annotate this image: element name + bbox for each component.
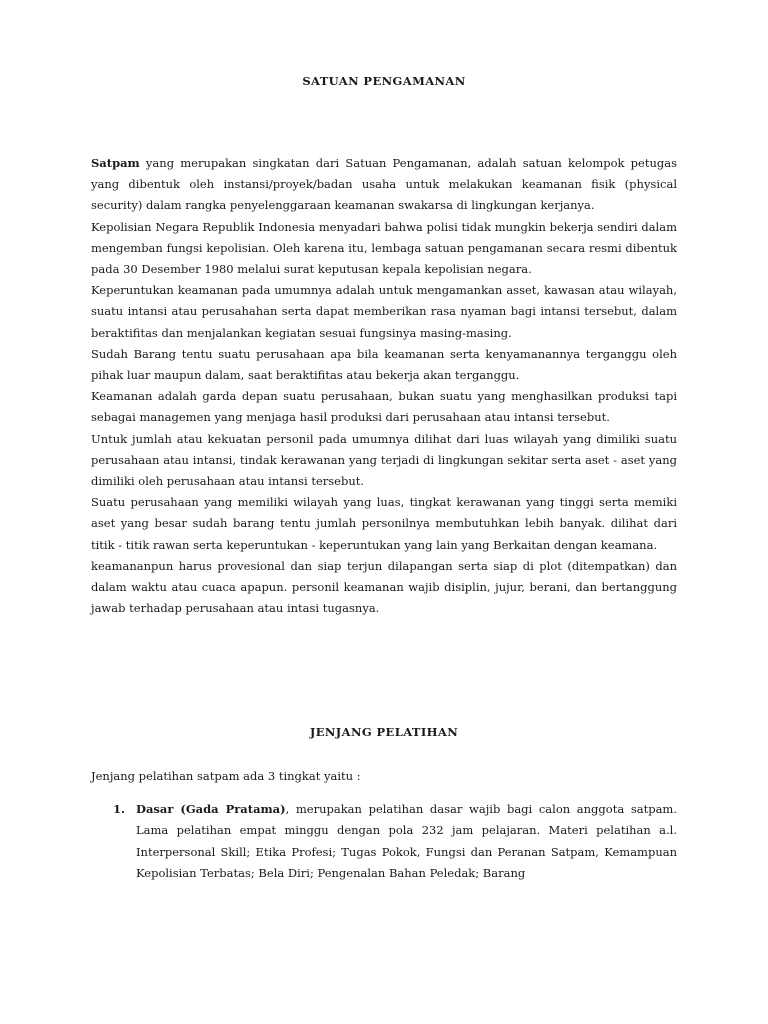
paragraph [91, 153, 677, 217]
paragraph [91, 429, 677, 493]
paragraph-text: Keamanan adalah garda depan suatu perusahaan, bukan suatu yang menghasilkan produksi tapi sebagai managemen yang menjaga hasil produksi dari perusahaan atau intansi tersebut. [91, 389, 677, 425]
paragraph-text: yang merupakan singkatan dari Satuan Pengamanan, adalah satuan kelompok petugas yang dibentuk oleh instansi/proyek/badan usaha untuk melakukan keamanan fisik (physical security) dalam rangka penyelenggaraan keamanan swakarsa di lingkungan kerjanya. [91, 156, 677, 213]
paragraph-text: Sudah Barang tentu suatu perusahaan apa bila keamanan serta kenyamanannya terganggu oleh pihak luar maupun dalam, saat beraktifitas atau bekerja akan terganggu. [91, 346, 677, 383]
section-intro: Jenjang pelatihan satpam ada 3 tingkat yaitu : [91, 769, 361, 783]
list-item-number: 1. [113, 802, 126, 816]
paragraph-text: Untuk jumlah atau kekuatan personil pada umumnya dilihat dari luas wilayah yang dimiliki suatu perusahaan atau intansi, tindak kerawanan yang terjadi di lingkungan sekitar serta aset - aset yang dimiliki oleh perusahaan atau intansi tersebut. [91, 431, 677, 489]
section-title: JENJANG PELATIHAN [309, 725, 459, 739]
paragraph [91, 280, 677, 344]
paragraph [91, 344, 677, 386]
paragraph [91, 492, 677, 556]
paragraph [91, 556, 677, 620]
paragraph-lead: Satpam [91, 156, 140, 170]
paragraph-text: Keperuntukan keamanan pada umumnya adalah untuk mengamankan asset, kawasan atau wilayah, suatu intansi atau perusahahan serta dapat memberikan rasa nyaman bagi intansi tersebut, dalam beraktifitas dan menjalankan kegiatan sesuai fungsinya masing-masing. [91, 283, 677, 340]
paragraph-text: keamananpun harus provesional dan siap terjun dilapangan serta siap di plot (ditempatkan) dan dalam waktu atau cuaca apapun. personil keamanan wajib disiplin, jujur, berani, dan bertanggung jawab terhadap perusahaan atau intasi tugasnya. [91, 558, 677, 616]
list-item-text: , merupakan pelatihan dasar wajib bagi calon anggota satpam. Lama pelatihan empat minggu dengan pola 232 jam pelajaran. Materi pelatihan a.l. Interpersonal Skill; Etika Profesi; Tugas Pokok, Fungsi dan Peranan Satpam, Kemampuan Kepolisian Terbatas; Bela Diri; Pengenalan Bahan Peledak; Barang [136, 802, 677, 881]
paragraph-text: Suatu perusahaan yang memiliki wilayah yang luas, tingkat kerawanan yang tinggi serta memiki aset yang besar sudah barang tentu jumlah personilnya membutuhkan lebih banyak. dilihat dari titik - titik rawan serta keperuntukan - keperuntukan yang lain yang Berkaitan dengan keamana. [91, 495, 677, 552]
list-item-term: Dasar (Gada Pratama) [136, 802, 286, 816]
body-text [91, 153, 677, 619]
paragraph [91, 386, 677, 428]
training-list [91, 799, 677, 885]
paragraph-text: Kepolisian Negara Republik Indonesia menyadari bahwa polisi tidak mungkin bekerja sendiri dalam mengemban fungsi kepolisian. Oleh karena itu, lembaga satuan pengamanan secara resmi dibentuk pada 30 Desember 1980 melalui surat keputusan kepala kepolisian negara. [91, 219, 677, 277]
list-item [91, 799, 677, 885]
paragraph [91, 217, 677, 281]
document-title: SATUAN PENGAMANAN [302, 74, 466, 88]
